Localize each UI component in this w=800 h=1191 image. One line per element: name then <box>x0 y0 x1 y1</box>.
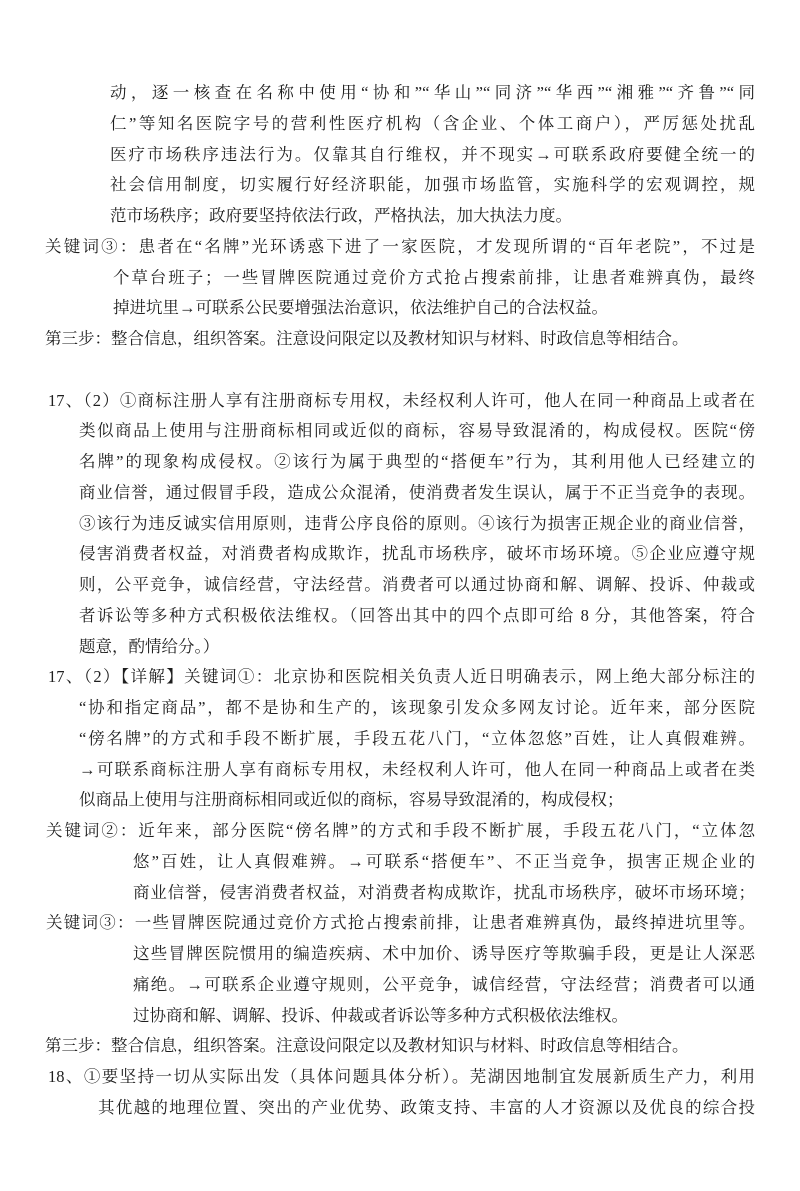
answer17-2-points <box>45 386 755 663</box>
text-line: 仁”等知名医院字号的营利性医疗机构（含企业、个体工商户），严厉惩处扰乱 <box>110 113 755 133</box>
text-line: 侵害消费者权益，对消费者构成欺诈，扰乱市场秩序，破坏市场环境。⑤企业应遵守规 <box>79 544 755 564</box>
answer18-point1 <box>45 1062 755 1124</box>
text-line: 医疗市场秩序违法行为。仅靠其自行维权，并不现实→可联系政府要健全统一的 <box>110 144 755 164</box>
text-line: “傍名牌”的方式和手段不断扩展，手段五花八门，“立体忽悠”百姓，让人真假难辨。 <box>79 728 755 748</box>
text-line: 17、（2）【详解】关键词①：北京协和医院相关负责人近日明确表示，网上绝大部分标注的 <box>48 667 755 687</box>
text-line: 第三步：整合信息，组织答案。注意设问限定以及教材知识与材料、时政信息等相结合。 <box>45 329 689 348</box>
text-line: 范市场秩序；政府要坚持依法行政，严格执法，加大执法力度。 <box>110 206 572 225</box>
text-line: 类似商品上使用与注册商标相同或近似的商标，容易导致混淆的，构成侵权。医院“傍 <box>79 421 755 441</box>
text-line: 第三步：整合信息，组织答案。注意设问限定以及教材知识与材料、时政信息等相结合。 <box>45 1036 689 1056</box>
text-line: 名牌”的现象构成侵权。②该行为属于典型的“搭便车”行为，其利用他人已经建立的 <box>79 452 755 471</box>
text-line: 悠”百姓，让人真假难辨。→可联系“搭便车”、不正当竞争，损害正规企业的 <box>133 851 755 871</box>
text-line: →可联系商标注册人享有商标专用权，未经权利人许可，他人在同一种商品上或者在类 <box>79 759 755 779</box>
answer16-step3 <box>45 324 755 355</box>
blank-line <box>45 355 755 386</box>
answer17-2-detail-keyword2 <box>45 816 755 908</box>
text-line: 这些冒牌医院惯用的编造疾病、术中加价、诱导医疗等欺骗手段，更是让人深恶 <box>133 944 755 963</box>
text-line: 关键词③：患者在“名牌”光环诱惑下进了一家医院，才发现所谓的“百年老院”，不过是 <box>45 236 755 256</box>
text-line: 商业信誉，通过假冒手段，造成公众混淆，使消费者发生误认，属于不正当竞争的表现。 <box>79 482 755 502</box>
text-line: 其优越的地理位置、突出的产业优势、政策支持、丰富的人才资源以及优良的综合投 <box>98 1097 755 1117</box>
text-line: 18、①要坚持一切从实际出发（具体问题具体分析）。芜湖因地制宜发展新质生产力，利用 <box>48 1067 755 1086</box>
answer17-2-detail-step3 <box>45 1031 755 1062</box>
text-line: 者诉讼等多种方式积极依法维权。（回答出其中的四个点即可给 8 分，其他答案，符合 <box>79 605 755 625</box>
text-line: 社会信用制度，切实履行好经济职能，加强市场监管，实施科学的宏观调控，规 <box>110 175 755 195</box>
text-line: 动，逐一核查在名称中使用“协和”“华山”“同济”“华西”“湘雅”“齐鲁”“同 <box>110 83 755 102</box>
text-line: 题意，酌情给分。） <box>79 636 220 656</box>
answer16-keyword2-continuation <box>45 78 755 232</box>
text-line: 则，公平竞争，诚信经营，守法经营。消费者可以通过协商和解、调解、投诉、仲裁或 <box>79 575 755 594</box>
text-line: 个草台班子；一些冒牌医院通过竞价方式抢占搜索前排，让患者难辨真伪，最终 <box>113 267 755 287</box>
text-line: “协和指定商品”，都不是协和生产的，该现象引发众多网友讨论。近年来，部分医院 <box>79 698 755 717</box>
text-line: 商业信誉，侵害消费者权益，对消费者构成欺诈，扰乱市场秩序，破坏市场环境； <box>133 882 755 902</box>
text-line: 关键词③：一些冒牌医院通过竞价方式抢占搜索前排，让患者难辨真伪，最终掉进坑里等。 <box>46 913 755 933</box>
answer17-2-detail-keyword1 <box>45 662 755 816</box>
answer17-2-detail-keyword3 <box>45 908 755 1031</box>
text-line: ③该行为违反诚实信用原则，违背公序良俗的原则。④该行为损害正规企业的商业信誉， <box>79 513 755 533</box>
text-line: 似商品上使用与注册商标相同或近似的商标，容易导致混淆的，构成侵权； <box>79 790 624 810</box>
text-line: 掉进坑里→可联系公民要增强法治意识，依法维护自己的合法权益。 <box>113 298 608 318</box>
text-line: 痛绝。→可联系企业遵守规则，公平竞争，诚信经营，守法经营；消费者可以通 <box>133 974 755 994</box>
answer16-keyword3 <box>45 232 755 324</box>
text-line: 17、（2）①商标注册人享有注册商标专用权，未经权利人许可，他人在同一种商品上或者在 <box>48 390 755 410</box>
text-line: 过协商和解、调解、投诉、仲裁或者诉讼等多种方式积极依法维权。 <box>133 1005 628 1025</box>
text-line: 关键词②：近年来，部分医院“傍名牌”的方式和手段不断扩展，手段五花八门，“立体忽 <box>46 821 755 840</box>
